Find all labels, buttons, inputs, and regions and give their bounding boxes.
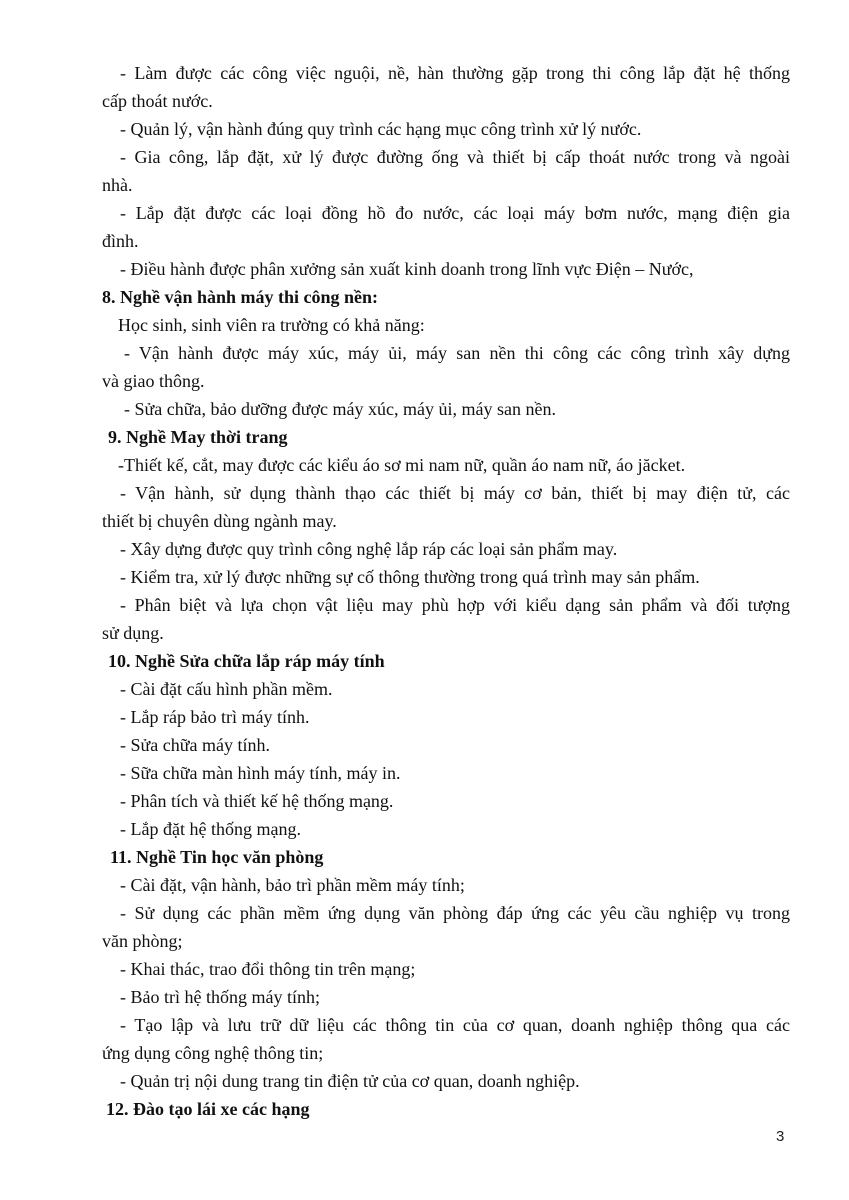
body-line: - Quản trị nội dung trang tin điện tử của cơ quan, doanh nghiệp. xyxy=(120,1071,580,1091)
body-line: - Điều hành được phân xưởng sản xuất kinh doanh trong lĩnh vực Điện – Nước, xyxy=(120,259,694,279)
body-line: sử dụng. xyxy=(102,623,164,643)
page-number: 3 xyxy=(776,1128,785,1145)
body-line: - Vận hành được máy xúc, máy ủi, máy san nền thi công các công trình xây dựng xyxy=(124,343,790,363)
body-line: - Lắp đặt hệ thống mạng. xyxy=(120,819,301,839)
body-line: - Sửa chữa, bảo dưỡng được máy xúc, máy ủi, máy san nền. xyxy=(124,399,556,419)
body-line: đình. xyxy=(102,231,139,251)
body-line: - Phân biệt và lựa chọn vật liệu may phù hợp với kiểu dạng sản phẩm và đối tượng xyxy=(120,595,790,615)
body-line: - Vận hành, sử dụng thành thạo các thiết bị máy cơ bản, thiết bị may điện tử, các xyxy=(120,483,790,503)
body-line: thiết bị chuyên dùng ngành may. xyxy=(102,511,337,531)
section-heading: 9. Nghề May thời trang xyxy=(108,427,288,447)
body-line: - Gia công, lắp đặt, xử lý được đường ống và thiết bị cấp thoát nước trong và ngoài xyxy=(120,147,790,167)
section-heading: 8. Nghề vận hành máy thi công nền: xyxy=(102,287,379,307)
body-line: và giao thông. xyxy=(102,371,205,391)
section-heading: 10. Nghề Sửa chữa lắp ráp máy tính xyxy=(108,651,385,671)
body-line: - Phân tích và thiết kế hệ thống mạng. xyxy=(120,791,394,811)
body-line: - Xây dựng được quy trình công nghệ lắp ráp các loại sản phẩm may. xyxy=(120,539,618,559)
body-line: Học sinh, sinh viên ra trường có khả năng: xyxy=(118,315,425,335)
body-line: - Cài đặt, vận hành, bảo trì phần mềm máy tính; xyxy=(120,875,465,895)
body-line: - Bảo trì hệ thống máy tính; xyxy=(120,987,320,1007)
body-line: - Quản lý, vận hành đúng quy trình các hạng mục công trình xử lý nước. xyxy=(120,119,642,139)
body-line: - Làm được các công việc nguội, nề, hàn thường gặp trong thi công lắp đặt hệ thống xyxy=(120,63,790,83)
body-line: - Kiểm tra, xử lý được những sự cố thông thường trong quá trình may sản phẩm. xyxy=(120,567,700,587)
body-line: - Sửa chữa máy tính. xyxy=(120,735,270,755)
body-line: - Khai thác, trao đổi thông tin trên mạng; xyxy=(120,959,416,979)
body-line: - Lắp đặt được các loại đồng hồ đo nước, các loại máy bơm nước, mạng điện gia xyxy=(120,203,790,223)
body-line: ứng dụng công nghệ thông tin; xyxy=(102,1043,324,1063)
body-line: - Lắp ráp bảo trì máy tính. xyxy=(120,707,310,727)
body-line: nhà. xyxy=(102,175,133,195)
body-line: -Thiết kế, cắt, may được các kiểu áo sơ mi nam nữ, quần áo nam nữ, áo jăcket. xyxy=(118,455,686,475)
section-heading: 12. Đào tạo lái xe các hạng xyxy=(106,1099,310,1119)
body-line: - Sữa chữa màn hình máy tính, máy in. xyxy=(120,763,401,783)
body-line: - Sử dụng các phần mềm ứng dụng văn phòng đáp ứng các yêu cầu nghiệp vụ trong xyxy=(120,903,790,923)
body-line: - Cài đặt cấu hình phần mềm. xyxy=(120,679,333,699)
section-heading: 11. Nghề Tin học văn phòng xyxy=(110,847,324,867)
body-line: cấp thoát nước. xyxy=(102,91,213,111)
body-line: - Tạo lập và lưu trữ dữ liệu các thông tin của cơ quan, doanh nghiệp thông qua các xyxy=(120,1015,790,1035)
body-line: văn phòng; xyxy=(102,931,183,951)
